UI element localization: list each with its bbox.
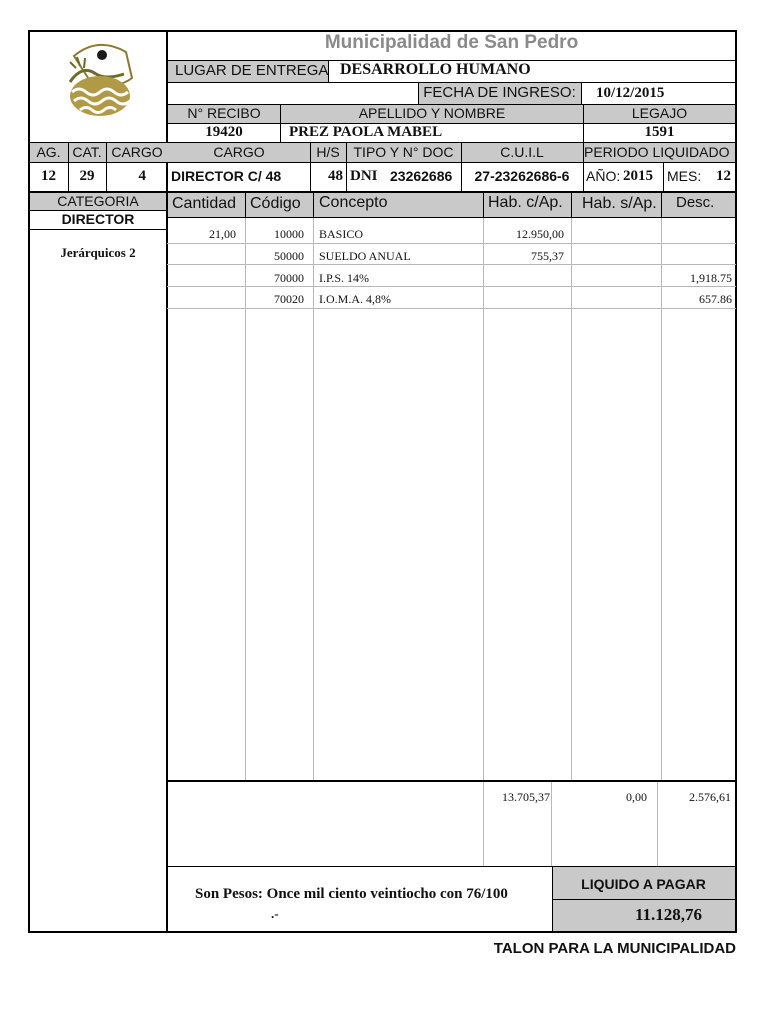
cell-codigo: 70020 bbox=[274, 292, 304, 306]
cell-concepto: I.O.M.A. 4,8% bbox=[319, 292, 391, 306]
doc-type: DNI bbox=[350, 168, 378, 184]
cell-codigo: 10000 bbox=[274, 227, 304, 241]
nombre-value: PREZ PAOLA MABEL bbox=[289, 124, 443, 140]
doc-label: TIPO Y N° DOC bbox=[353, 144, 454, 160]
cell-concepto: SUELDO ANUAL bbox=[319, 249, 411, 263]
col-cantidad-header: Cantidad bbox=[172, 195, 237, 212]
talon-label: TALON PARA LA MUNICIPALIDAD bbox=[493, 940, 736, 957]
col-codigo-header: Código bbox=[250, 195, 301, 212]
cell-desc: 657.86 bbox=[699, 292, 732, 306]
total-desc: 2.576,61 bbox=[689, 790, 731, 804]
cargo-num-label: CARGO bbox=[111, 144, 163, 160]
cat-value: 29 bbox=[79, 168, 95, 184]
cell-cantidad: 21,00 bbox=[209, 227, 236, 241]
anio-label: AÑO: bbox=[586, 168, 621, 184]
nombre-label: APELLIDO Y NOMBRE bbox=[358, 105, 506, 121]
cell-desc: 1,918.75 bbox=[690, 271, 732, 285]
liquido-label: LIQUIDO A PAGAR bbox=[581, 876, 706, 892]
lugar-value: DESARROLLO HUMANO bbox=[340, 61, 531, 78]
categoria-label: CATEGORIA bbox=[57, 193, 139, 209]
cell-concepto: BASICO bbox=[319, 227, 364, 241]
cat-label: CAT. bbox=[72, 144, 102, 160]
mes-value: 12 bbox=[716, 168, 731, 184]
hs-value: 48 bbox=[328, 168, 343, 184]
cargo-label: CARGO bbox=[213, 144, 265, 160]
cell-hab-cap: 755,37 bbox=[531, 249, 564, 263]
grupo-value: Jerárquicos 2 bbox=[60, 245, 136, 260]
liquido-value: 11.128,76 bbox=[635, 905, 703, 924]
lugar-label: LUGAR DE ENTREGA bbox=[175, 62, 329, 79]
recibo-label: N° RECIBO bbox=[187, 105, 261, 121]
cuil-value: 27-23262686-6 bbox=[474, 168, 570, 184]
mes-label: MES: bbox=[667, 168, 702, 184]
son-pesos-text: Son Pesos: Once mil ciento veintiocho con 76/100 bbox=[195, 886, 508, 902]
ag-label: AG. bbox=[36, 144, 61, 160]
total-hab-cap: 13.705,37 bbox=[502, 790, 550, 804]
cell-concepto: I.P.S. 14% bbox=[319, 271, 370, 285]
categoria-value: DIRECTOR bbox=[61, 211, 135, 227]
col-desc-header: Desc. bbox=[676, 194, 715, 211]
cuil-label: C.U.I.L bbox=[500, 144, 544, 160]
recibo-value: 19420 bbox=[205, 124, 243, 140]
cell-hab-cap: 12.950,00 bbox=[516, 227, 564, 241]
cell-codigo: 50000 bbox=[274, 249, 304, 263]
fecha-label: FECHA DE INGRESO: bbox=[423, 84, 576, 101]
total-hab-sap: 0,00 bbox=[626, 790, 647, 804]
periodo-label: PERIODO LIQUIDADO bbox=[584, 144, 730, 160]
cargo-num-value: 4 bbox=[138, 168, 146, 184]
anio-value: 2015 bbox=[623, 168, 653, 184]
legajo-value: 1591 bbox=[644, 124, 675, 140]
col-hab-cap-header: Hab. c/Ap. bbox=[488, 194, 563, 211]
municipality-title: Municipalidad de San Pedro bbox=[324, 32, 579, 53]
cell-codigo: 70000 bbox=[274, 271, 304, 285]
hs-label: H/S bbox=[316, 144, 340, 160]
son-pesos-tail: .- bbox=[271, 906, 279, 921]
col-hab-sap-header: Hab. s/Ap. bbox=[582, 195, 657, 212]
legajo-label: LEGAJO bbox=[631, 105, 688, 121]
cargo-value: DIRECTOR C/ 48 bbox=[171, 168, 282, 184]
municipality-logo bbox=[62, 38, 138, 118]
doc-number: 23262686 bbox=[390, 168, 453, 184]
ag-value: 12 bbox=[41, 168, 56, 184]
col-concepto-header: Concepto bbox=[319, 194, 388, 211]
fecha-value: 10/12/2015 bbox=[596, 85, 665, 101]
